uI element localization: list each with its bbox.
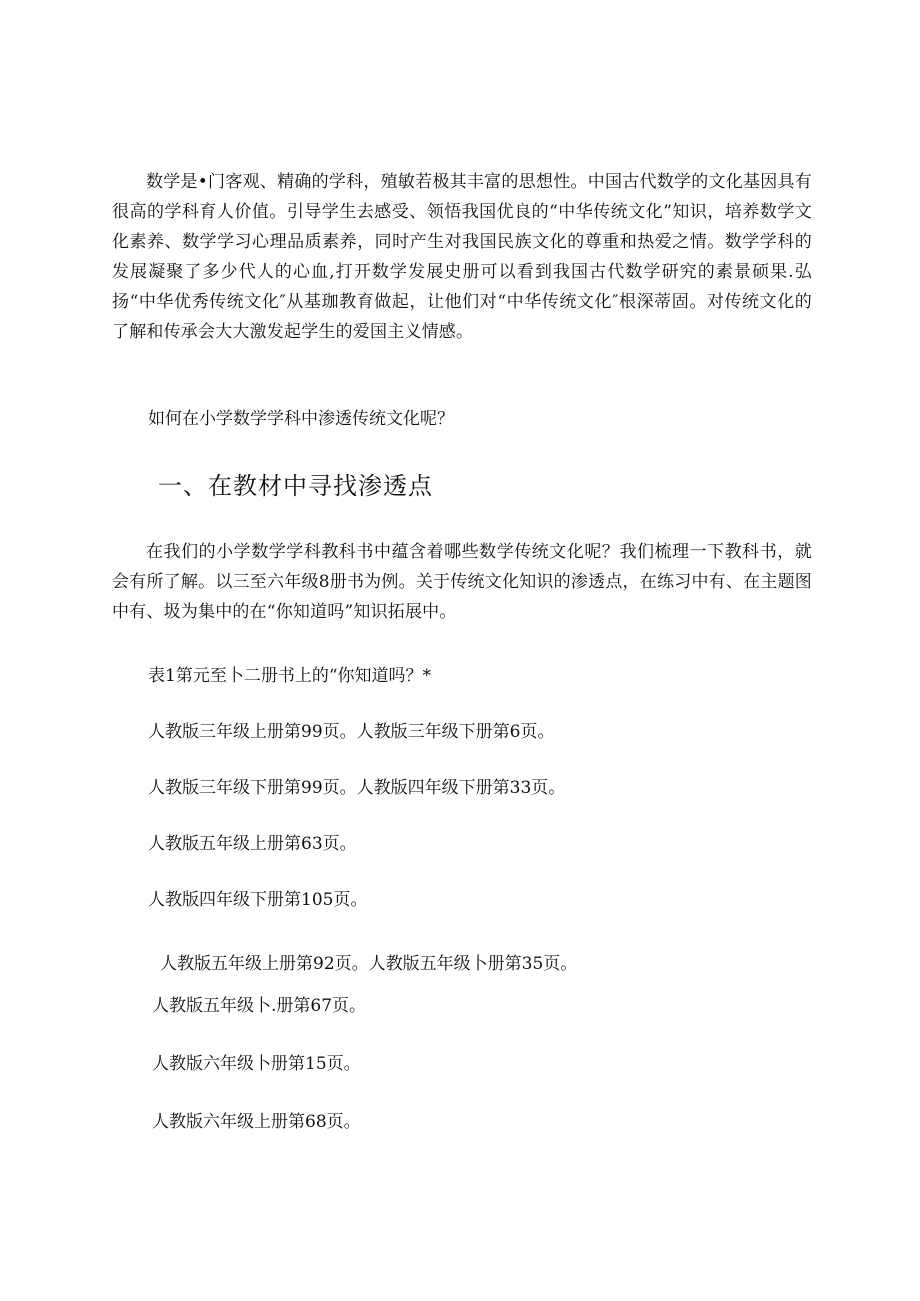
list-item: 人教版六年级卜册第15页。 (152, 1054, 361, 1074)
section-heading: 一、在教材中寻找渗透点 (158, 472, 433, 500)
list-item: 人教版五年级卜.册第67页。 (152, 996, 367, 1016)
section-paragraph: 在我们的小学数学学科教科书中蕴含着哪些数学传统文化呢？我们梳理一下教科书，就会有所了解。以三至六年级8册书为例。关于传统文化知识的渗透点，在练习中有、在主题图中有、圾为集中的在“你知道吗”知识拓展中。 (112, 542, 812, 622)
question-line: 如何在小学数学学科中渗透传统文化呢？ (148, 409, 454, 429)
list-item: 人教版四年级下册第105页。 (148, 890, 368, 910)
list-item: 人教版六年级上册第68页。 (152, 1112, 361, 1132)
list-item: 人教版三年级下册第99页。人教版四年级下册第33页。 (148, 778, 566, 798)
list-item: 人教版三年级上册第99页。人教版三年级下册第6页。 (148, 722, 555, 742)
list-item: 人教版五年级上册第63页。 (148, 834, 357, 854)
list-item: 人教版五年级上册第92页。人教版五年级卜册第35页。 (160, 954, 578, 974)
intro-paragraph: 数学是•门客观、精确的学科，殖敏若极其丰富的思想性。中国古代数学的文化基因具有很高的学科育人价值。引导学生去感受、领悟我国优良的“中华传统文化”知识，培养数学文化素养、数学学习心理品质素养，同时产生对我国民族文化的尊重和热爱之情。数学学科的发展凝聚了多少代人的心血,打开数学发展史册可以看到我国古代数学研究的素景硕果.弘扬“中华优秀传统文化″从基珈教育做起，让他们对“中华传统文化″根深蒂固。对传统文化的了解和传承会大大激发起学生的爱国主义情感。 (112, 172, 812, 342)
table-caption: 表1第元至卜二册书上的“你知道吗？* (148, 666, 432, 686)
